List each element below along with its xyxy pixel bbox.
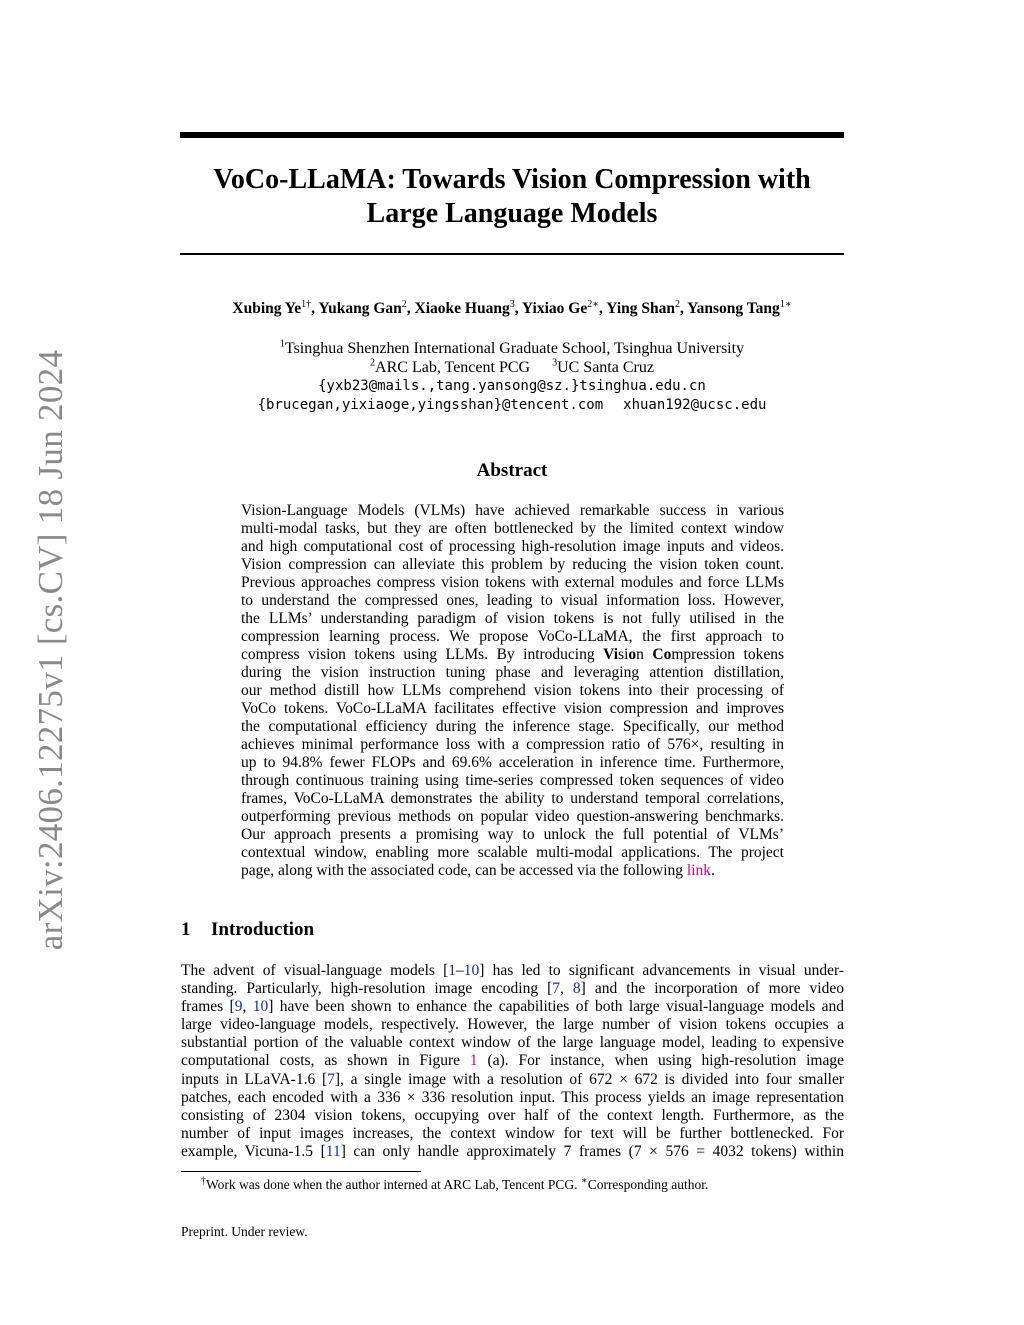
email-line-1: {yxb23@mails.,tang.yansong@sz.}tsinghua.edu.cn	[318, 378, 706, 394]
citation-link[interactable]: 9	[234, 998, 243, 1016]
affiliation-1	[150, 339, 874, 358]
asterisk-mark: ∗	[580, 1175, 588, 1187]
abstract-line: the computational efficiency during the inference stage. Specifically, our method	[241, 718, 784, 735]
preprint-notice: Preprint. Under review.	[181, 1224, 308, 1239]
intro-text: ,	[560, 980, 573, 998]
citation-link[interactable]: 8	[572, 980, 581, 998]
affiliation-text: Tsinghua Shenzhen International Graduate School, Tsinghua University	[284, 340, 745, 357]
intro-text: ] can only handle approximately 7 frames (7 × 576 = 4032 tokens) within	[340, 1142, 844, 1160]
intro-line	[181, 1143, 844, 1161]
email-line-2	[150, 396, 874, 415]
author-name: Yansong Tang	[687, 300, 780, 317]
section-heading-introduction	[181, 919, 314, 941]
intro-text: ] and the incorporation of more video	[580, 980, 844, 998]
author-list: Xubing $Ye^{1\dagger}$, Yukang Gan$^2$, Xiaoke Huang$^3$, Yixiao $Ge^{2∗}$, Ying Shan$^2$, Yansong Tang$^{1∗}$	[232, 298, 792, 317]
intro-text: ] has led to significant advancements in visual under-	[479, 962, 844, 979]
intro-text: ], a single image with a resolution of 672 × 672 is divided into four smaller	[334, 1070, 844, 1088]
introduction-body	[181, 962, 844, 1161]
author-affiliation-mark: 2	[401, 298, 407, 310]
abstract-last-line	[241, 862, 784, 880]
intro-text: The advent of visual-language models [	[181, 962, 449, 979]
citation-link[interactable]: 7	[552, 980, 561, 998]
intro-line: consisting of 2304 vision tokens, occupying over half of the context length. Furthermore, as the	[181, 1106, 844, 1124]
author-name: Ying Shan	[606, 300, 675, 317]
author-affiliation-mark: 2∗	[587, 298, 600, 310]
footnote-text: Work was done when the author interned at ARC Lab, Tencent PCG.	[206, 1177, 581, 1192]
section-number: 1	[181, 919, 191, 940]
intro-text: ] have been shown to enhance the capabilities of both large visual-language models and	[268, 998, 845, 1016]
dagger-mark: †	[201, 1175, 206, 1187]
abstract-line: and high computational cost of processing high-resolution image inputs and videos.	[241, 538, 784, 555]
email-tencent: {brucegan,yixiaoge,yingsshan}@tencent.com	[257, 397, 604, 413]
intro-text: (a). For instance, when using high-resolution image	[477, 1052, 844, 1070]
affiliation-text: UC Santa Cruz	[557, 359, 654, 376]
abstract-line: the LLMs’ understanding paradigm of vision tokens is not fully utilised in the	[241, 610, 784, 627]
intro-text: –	[456, 962, 464, 979]
affiliation-text: ARC Lab, Tencent PCG	[375, 359, 531, 376]
footnote	[181, 1177, 844, 1193]
abstract-line: to understand the compressed ones, leading to visual information loss. However,	[241, 592, 784, 609]
footnote-rule	[181, 1171, 421, 1172]
author-name: Yixiao Ge	[521, 300, 588, 317]
abstract-line: VoCo tokens. VoCo-LLaMA facilitates effective vision compression and improves	[241, 700, 784, 717]
abstract-line: contextual window, enabling more scalable multi-modal applications. The project	[241, 844, 784, 861]
abstract-heading: Abstract	[476, 460, 548, 481]
intro-text: standing. Particularly, high-resolution image encoding [	[181, 980, 553, 998]
author-affiliation-mark: 3	[509, 298, 515, 310]
intro-line	[181, 962, 844, 980]
abstract-line: during the vision instruction tuning phase and leveraging attention distillation,	[241, 664, 784, 681]
intro-line: number of input images increases, the context window for text will be further bottlenecked. For	[181, 1124, 844, 1142]
abstract-line-end: .	[711, 862, 715, 879]
intro-text: inputs in LLaVA-1.6 [	[181, 1070, 328, 1088]
affiliation-mark: 1	[279, 338, 285, 350]
intro-line	[181, 1052, 844, 1070]
title-line-2: Large Language Models	[366, 198, 658, 229]
author-name: Xiaoke Huang	[414, 300, 510, 317]
intro-line	[181, 980, 844, 998]
intro-text: example, Vicuna-1.5 [	[181, 1142, 326, 1160]
abstract-line: Our approach presents a promising way to unlock the full potential of VLMs’	[241, 826, 784, 843]
abstract-line: compression learning process. We propose VoCo-LLaMA, the first approach to	[241, 628, 784, 645]
author-name: Xubing Ye	[232, 300, 302, 317]
intro-text: frames [	[181, 998, 235, 1016]
citation-link[interactable]: 7	[327, 1070, 335, 1088]
abstract-line: frames, VoCo-LLaMA demonstrates the ability to understand temporal correlations,	[241, 790, 784, 807]
intro-line: patches, each encoded with a 336 × 336 resolution input. This process yields an image representation	[181, 1088, 844, 1106]
project-link[interactable]: link	[686, 862, 712, 879]
intro-line: substantial portion of the valuable context window of the large language model, leading to expensive	[181, 1034, 844, 1052]
affiliation-2	[150, 358, 874, 377]
abstract-body	[241, 502, 784, 880]
abstract-line: Previous approaches compress vision tokens with external modules and force LLMs	[241, 574, 784, 591]
author-name: Yukang Gan	[318, 300, 402, 317]
section-title: Introduction	[211, 919, 315, 940]
abstract-line: through continuous training using time-series compressed token sequences of video	[241, 772, 784, 789]
citation-link[interactable]: 1	[448, 962, 457, 979]
affiliation-mark: 2	[370, 357, 376, 369]
email-ucsc: xhuan192@ucsc.edu	[623, 397, 767, 413]
author-affiliation-mark: 1†	[301, 298, 312, 310]
abstract-line-text: page, along with the associated code, can be accessed via the following	[241, 862, 687, 879]
citation-link[interactable]: 10	[463, 962, 480, 979]
affiliation-mark: 3	[552, 357, 558, 369]
title-line-1: VoCo-LLaMA: Towards Vision Compression with	[213, 164, 811, 195]
abstract-line: outperforming previous methods on popular video question-answering benchmarks.	[241, 808, 784, 825]
author-affiliation-mark: 1∗	[779, 298, 792, 310]
citation-link[interactable]: 10	[252, 998, 269, 1016]
intro-line: large video-language models, respectively. However, the large number of vision tokens occupies a	[181, 1016, 844, 1034]
citation-link[interactable]: 11	[325, 1142, 341, 1160]
abstract-line: our method distill how LLMs comprehend vision tokens into their processing of	[241, 682, 784, 699]
abstract-line: Vision compression can alleviate this problem by reducing the vision token count.	[241, 556, 784, 573]
intro-text: ,	[242, 998, 253, 1016]
title-rule-top	[180, 132, 844, 138]
figure-reference-link[interactable]: 1	[469, 1052, 478, 1070]
title-rule-bottom	[180, 253, 844, 255]
intro-line	[181, 1071, 844, 1089]
arxiv-stamp: arXiv:2406.12275v1 [cs.CV] 18 Jun 2024	[31, 349, 70, 951]
abstract-line: achieves minimal performance loss with a compression ratio of 576×, resulting in	[241, 736, 784, 753]
abstract-line: compress vision tokens using LLMs. By introducing Vision Compression tokens	[241, 646, 785, 663]
abstract-line: multi-modal tasks, but they are often bottlenecked by the limited context window	[241, 520, 784, 537]
footnote-text: Corresponding author.	[587, 1177, 709, 1192]
intro-line	[181, 998, 844, 1016]
intro-text: computational costs, as shown in Figure	[181, 1052, 470, 1070]
paper-title	[180, 163, 844, 231]
abstract-line: up to 94.8% fewer FLOPs and 69.6% acceleration in inference time. Furthermore,	[241, 754, 784, 771]
author-affiliation-mark: 2	[674, 298, 680, 310]
abstract-line: Vision-Language Models (VLMs) have achieved remarkable success in various	[241, 502, 784, 519]
